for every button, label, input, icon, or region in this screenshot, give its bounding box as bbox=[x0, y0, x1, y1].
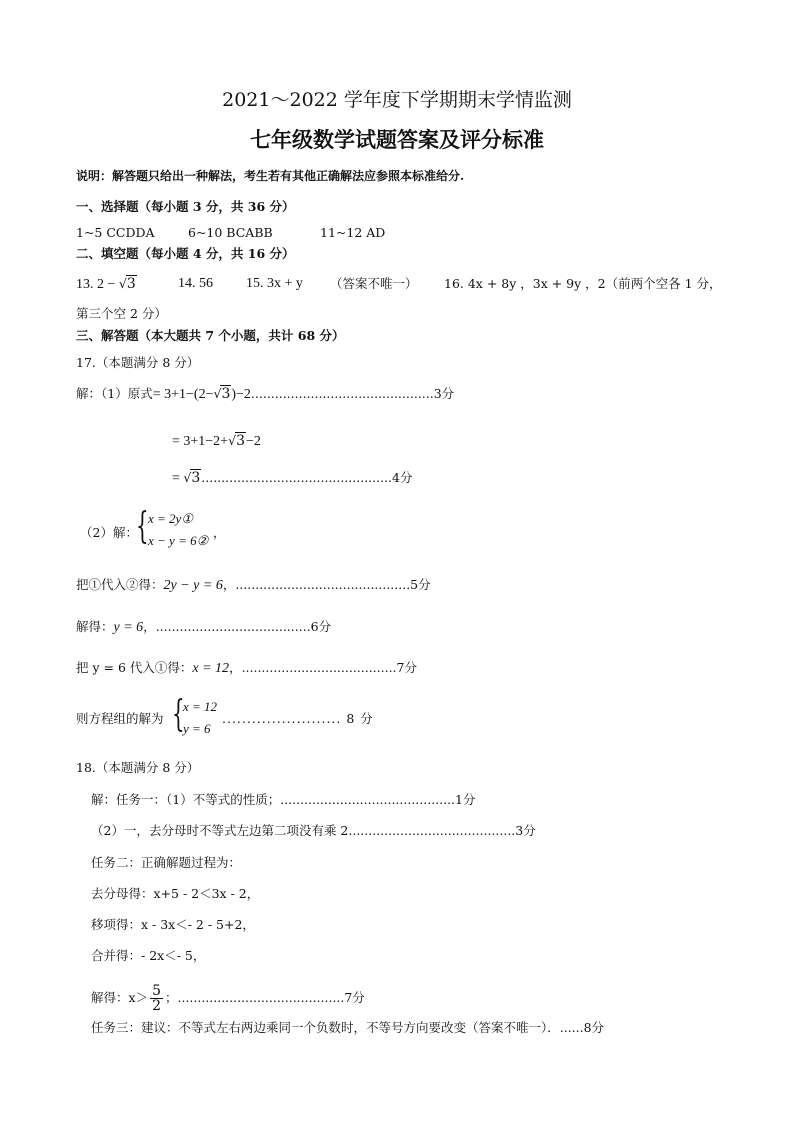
q17-line2-expr: = 3+1−2+ bbox=[172, 434, 229, 449]
solution-brace-icon: { bbox=[172, 694, 185, 735]
answer-15: 15. 3x + y bbox=[246, 276, 303, 291]
q17-part2-label: （2）解： bbox=[80, 525, 138, 540]
section2-heading: 二、填空题（每小题 4 分，共 16 分） bbox=[76, 246, 295, 261]
answer-13-radicand: 3 bbox=[126, 276, 136, 292]
q18-solve-score: ；..........................................7分 bbox=[164, 990, 365, 1005]
q18-step-solve bbox=[91, 983, 365, 1013]
q17-step3-label: 把 y = 6 代入①得： bbox=[76, 660, 193, 675]
q17-step1-expr: 2y − y = 6 bbox=[163, 578, 223, 593]
fraction-numerator: 5 bbox=[152, 983, 161, 999]
q18-task3: 任务三：建议：不等式左右两边乘同一个负数时，不等号方向要改变（答案不唯一）．......8分 bbox=[91, 1020, 605, 1035]
q17-system-comma: ， bbox=[213, 525, 226, 540]
answer-6-10: 6~10 BCABB bbox=[188, 225, 273, 240]
q17-header: 17.（本题满分 8 分） bbox=[76, 355, 200, 370]
q17-line2-expr-end: −2 bbox=[245, 434, 261, 449]
answer-14: 14. 56 bbox=[178, 276, 213, 291]
q17-step3-score: ，.......................................7分 bbox=[229, 660, 417, 675]
q18-task1-part1: 解：任务一：（1）不等式的性质；............................................1分 bbox=[91, 792, 476, 807]
q18-task1-part2: （2）一，去分母时不等式左边第二项没有乘 2..........................................3分 bbox=[91, 823, 536, 838]
fraction bbox=[150, 984, 163, 1013]
q17-part1-expr-end: )−2 bbox=[231, 387, 251, 402]
q17-system-eq2: x − y = 6② bbox=[148, 533, 209, 548]
q17-part1-score: ..............................................3分 bbox=[250, 386, 455, 401]
q17-solution-label: 则方程组的解为 bbox=[76, 711, 164, 726]
q18-step-combine: 合并得：- 2x＜- 5， bbox=[91, 948, 206, 963]
q17-part1-expr: = 3+1−(2− bbox=[152, 387, 214, 402]
q17-step3 bbox=[76, 660, 417, 677]
answer-13: 13. 2 − √3 bbox=[76, 276, 136, 292]
q18-task2-heading: 任务二：正确解题过程为： bbox=[91, 855, 242, 870]
q18-header: 18.（本题满分 8 分） bbox=[76, 760, 200, 775]
q17-part1-line2: = 3+1−2+√3−2 bbox=[172, 433, 261, 449]
fraction-denominator: 2 bbox=[152, 998, 161, 1014]
q17-system-eq1: x = 2y① bbox=[148, 511, 193, 526]
q17-line3-score: ................................................4分 bbox=[201, 470, 413, 485]
q17-solution-score: ........................ 8 分 bbox=[222, 711, 374, 726]
q17-step2-label: 解得： bbox=[76, 619, 114, 634]
q18-step-clear-denominator: 去分母得：x+5 - 2＜3x - 2， bbox=[91, 886, 260, 901]
q17-step3-expr: x = 12 bbox=[192, 661, 230, 676]
answer-16: 16. 4x + 8y ，3x + 9y ，2（前两个空各 1 分， bbox=[444, 276, 722, 291]
q17-line3-radicand: 3 bbox=[191, 470, 201, 486]
q17-step1-score: ，............................................5分 bbox=[222, 577, 431, 592]
q17-part1-label: 解：（1）原式 bbox=[76, 386, 153, 401]
page-title: 2021～2022 学年度下学期期末学情监测 bbox=[222, 89, 572, 111]
answer-13-text: 13. 2 − bbox=[76, 277, 119, 292]
q17-part1-line3: = √3................................................4分 bbox=[172, 470, 413, 486]
q17-step1 bbox=[76, 577, 431, 594]
q17-part1-radicand: 3 bbox=[221, 386, 231, 402]
section1-heading: 一、选择题（每小题 3 分，共 36 分） bbox=[76, 199, 295, 214]
section3-heading: 三、解答题（本大题共 7 个小题，共计 68 分） bbox=[76, 328, 345, 343]
page-subtitle: 七年级数学试题答案及评分标准 bbox=[250, 127, 544, 152]
q18-solve-label: 解得：x＞ bbox=[91, 990, 149, 1005]
answer-1-5: 1~5 CCDDA bbox=[76, 225, 155, 240]
grading-note: 说明：解答题只给出一种解法，考生若有其他正确解法应参照本标准给分. bbox=[76, 169, 465, 183]
q17-line2-radicand: 3 bbox=[236, 433, 245, 449]
q17-step2-expr: y = 6 bbox=[113, 620, 144, 635]
q17-line3-expr: = bbox=[172, 471, 184, 486]
q17-part1-line1: 解：（1）原式= 3+1−(2−√3)−2..............................................3分 bbox=[76, 386, 455, 402]
q18-step-transpose: 移项得：x - 3x＜- 2 - 5+2， bbox=[91, 917, 255, 932]
q17-solution-eq1: x = 12 bbox=[183, 699, 218, 714]
answer-15-note: （答案不唯一） bbox=[330, 276, 418, 291]
answer-16-cont: 第三个空 2 分） bbox=[76, 306, 167, 321]
q17-solution-eq2: y = 6 bbox=[183, 721, 211, 736]
q17-step1-label: 把①代入②得： bbox=[76, 577, 164, 592]
answer-11-12: 11~12 AD bbox=[320, 225, 386, 240]
q17-step2-score: ，.......................................6分 bbox=[143, 619, 332, 634]
q17-step2 bbox=[76, 619, 331, 636]
system-brace-icon: { bbox=[136, 506, 149, 547]
